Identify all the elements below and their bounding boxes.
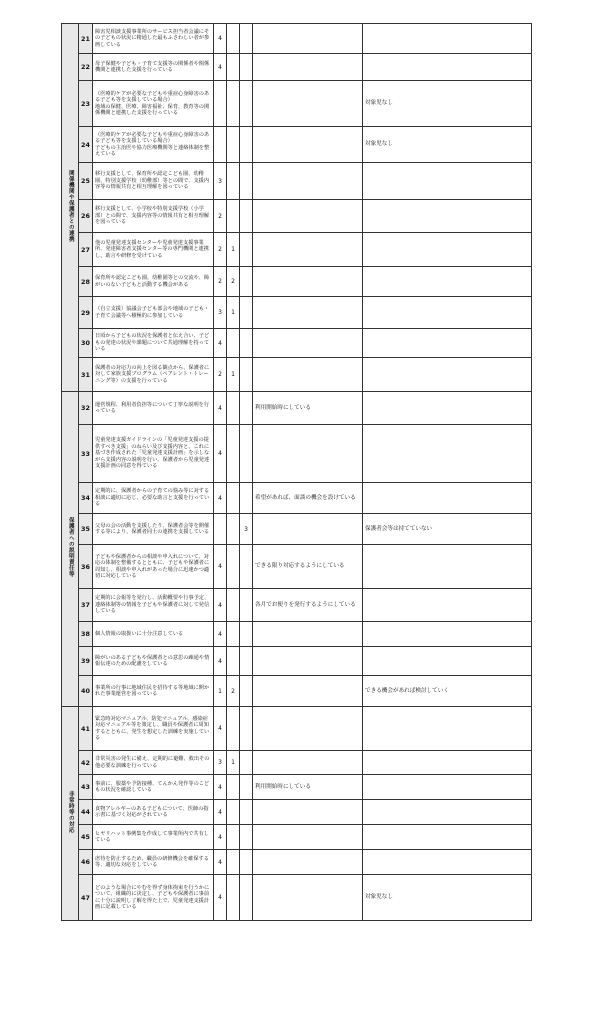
table-row [62,329,532,358]
improvement-cell: 対象児なし [363,875,532,921]
count-yes: 4 [214,483,227,514]
comment-cell [253,707,363,751]
item-text: 事前に、服薬や予防接種、てんかん発作等のこどもの状況を確認している [93,775,214,800]
count-no [227,425,240,483]
item-number: 45 [79,825,93,850]
count-no [227,329,240,358]
improvement-cell: 対象児なし [363,127,532,163]
improvement-cell [363,200,532,233]
item-text: 他の児童発達支援センターや児童発達支援事業所、発達障害者支援センター等の専門機関と連携し、助言や研修を受けている [93,233,214,267]
item-text: 児童発達支援ガイドラインの「児童発達支援の提供すべき支援」のねらい及び支援内容と、これに基づき作成された「児童発達支援計画」を示しながら支援内容の説明を行い、保護者から児童発達支援計画の同意を得ている [93,425,214,483]
comment-cell [253,622,363,647]
item-number: 29 [79,297,93,329]
table-row [62,425,532,483]
table-row [62,775,532,800]
item-text: （医療的ケアが必要な子どもや重症心身障害のある子ども等を支援している場合） 地域の保健、医療、障害福祉、保育、教育等の関係機関と連携した支援を行っている [93,81,214,127]
item-number: 25 [79,163,93,200]
item-text: 日頃から子どもの状況を保護者と伝え合い、子どもの発達の状況や課題について共通理解を持っている [93,329,214,358]
table-row [62,483,532,514]
count-unknown [240,483,253,514]
table-row [62,800,532,825]
comment-cell: 各月でお便りを発行するようにしている [253,589,363,622]
comment-cell: できる限り対応するようにしている [253,545,363,589]
comment-cell [253,425,363,483]
count-yes: 4 [214,329,227,358]
table-row [62,392,532,425]
count-unknown [240,800,253,825]
improvement-cell [363,545,532,589]
count-no [227,163,240,200]
item-text: 食物アレルギーのある子どもについて、医師の指示書に基づく対応がされている [93,800,214,825]
improvement-cell: 対象児なし [363,81,532,127]
improvement-cell: 保護者会等は持てていない [363,514,532,545]
improvement-cell [363,647,532,676]
count-unknown [240,775,253,800]
item-number: 39 [79,647,93,676]
comment-cell [253,751,363,775]
count-yes: 2 [214,200,227,233]
item-text: 非常災害の発生に備え、定期的に避難、救出その他必要な訓練を行っている [93,751,214,775]
improvement-cell [363,267,532,297]
count-no [227,622,240,647]
comment-cell [253,676,363,707]
item-number: 28 [79,267,93,297]
improvement-cell [363,358,532,392]
item-text: 保育所や認定こども園、幼稚園等との交流や、障がいのない子どもと活動する機会がある [93,267,214,297]
count-unknown [240,647,253,676]
comment-cell [253,297,363,329]
improvement-cell [363,483,532,514]
item-number: 32 [79,392,93,425]
item-text: 保護者の対応力の向上を図る観点から、保護者に対して家族支援プログラム（ペアレント・トレーニング等）の支援を行っている [93,358,214,392]
item-number: 36 [79,545,93,589]
count-no [227,545,240,589]
section-title: 非常時等の対応 [67,790,74,833]
count-no [227,647,240,676]
count-unknown [240,358,253,392]
comment-cell: 希望があれば、面談の機会を設けている [253,483,363,514]
count-unknown [240,200,253,233]
count-unknown [240,392,253,425]
evaluation-table [61,23,532,921]
comment-cell [253,800,363,825]
count-yes [214,81,227,127]
item-number: 34 [79,483,93,514]
count-yes: 4 [214,24,227,54]
table-row [62,622,532,647]
count-no [227,200,240,233]
improvement-cell [363,850,532,875]
count-yes: 4 [214,647,227,676]
table-row [62,825,532,850]
improvement-cell [363,800,532,825]
count-yes: 4 [214,425,227,483]
item-number: 33 [79,425,93,483]
improvement-cell [363,163,532,200]
item-number: 46 [79,850,93,875]
improvement-cell [363,775,532,800]
count-no [227,24,240,54]
improvement-cell [363,622,532,647]
section-label [62,24,79,392]
item-number: 22 [79,54,93,81]
table-row [62,54,532,81]
item-text: 移行支援として、小学校や特別支援学校（小学部）との間で、支援内容等の情報共有と相互理解を図っている [93,200,214,233]
count-unknown [240,875,253,921]
count-unknown [240,54,253,81]
comment-cell [253,163,363,200]
count-yes: 2 [214,267,227,297]
count-yes: 3 [214,297,227,329]
item-text: （自立支援）協議会子ども部会や地域の子ども・子育て会議等へ積極的に参加している [93,297,214,329]
item-text: 障がいのある子どもや保護者との意思の疎通や情報伝達のための配慮をしている [93,647,214,676]
count-unknown [240,127,253,163]
count-yes [214,127,227,163]
table-row [62,233,532,267]
item-number: 23 [79,81,93,127]
item-number: 38 [79,622,93,647]
item-text: 父母の会の活動を支援したり、保護者会等を開催する等により、保護者同士の連携を支援している [93,514,214,545]
section-title: 関係機関や保護者との連携 [67,169,74,242]
item-number: 40 [79,676,93,707]
improvement-cell [363,54,532,81]
count-unknown [240,850,253,875]
count-no [227,54,240,81]
comment-cell [253,24,363,54]
item-text: 母子保健や子ども・子育て支援等の関係者や関係機関と連携した支援を行っている [93,54,214,81]
comment-cell [253,875,363,921]
item-text: 虐待を防止するため、職員の研修機会を確保する等、適切な対応をしている [93,850,214,875]
comment-cell [253,850,363,875]
table-row [62,707,532,751]
count-no [227,81,240,127]
item-number: 42 [79,751,93,775]
item-text: 定期的に、保護者からの子育ての悩み等に対する相談に適切に応じ、必要な助言と支援を行っている [93,483,214,514]
item-text: 子どもや保護者からの相談や申入れについて、対応の体制を整備するとともに、子どもや保護者に周知し、相談や申入れがあった場合に迅速かつ適切に対応している [93,545,214,589]
count-no [227,775,240,800]
count-yes: 4 [214,775,227,800]
section-label [62,392,79,707]
table-row [62,200,532,233]
item-number: 24 [79,127,93,163]
count-no: 1 [227,233,240,267]
count-no [227,800,240,825]
comment-cell [253,358,363,392]
item-text: ヒヤリハット事例集を作成して事業所内で共有している [93,825,214,850]
count-unknown [240,751,253,775]
count-no: 1 [227,297,240,329]
item-text: 定期的に会報等を発行し、活動概要や行事予定、連絡体制等の情報を子どもや保護者に対して発信している [93,589,214,622]
comment-cell [253,647,363,676]
table-row [62,589,532,622]
count-yes: 4 [214,800,227,825]
table-row [62,545,532,589]
count-yes: 2 [214,358,227,392]
table-row [62,297,532,329]
table-row [62,267,532,297]
comment-cell: 利用開始時にしている [253,392,363,425]
count-unknown [240,425,253,483]
count-unknown [240,163,253,200]
count-yes: 4 [214,54,227,81]
comment-cell [253,233,363,267]
table-row [62,875,532,921]
count-unknown [240,825,253,850]
count-yes: 4 [214,622,227,647]
item-number: 44 [79,800,93,825]
comment-cell [253,127,363,163]
item-text: 個人情報の取扱いに十分注意している [93,622,214,647]
item-text: （医療的ケアが必要な子どもや重症心身障害のある子ども等を支援している場合） 子どもの主治医や協力医療機関等と連絡体制を整えている [93,127,214,163]
count-yes: 2 [214,233,227,267]
count-yes: 3 [214,163,227,200]
table-row [62,676,532,707]
count-yes: 4 [214,707,227,751]
item-number: 31 [79,358,93,392]
item-text: 障害児相談支援事業所のサービス担当者会議にその子どもの状況に精通した最もふさわしい者が参画している [93,24,214,54]
improvement-cell [363,233,532,267]
count-unknown: 3 [240,514,253,545]
count-yes: 4 [214,850,227,875]
improvement-cell [363,24,532,54]
improvement-cell [363,751,532,775]
count-unknown [240,24,253,54]
count-no [227,127,240,163]
improvement-cell [363,707,532,751]
evaluation-sheet [61,23,531,921]
count-yes: 4 [214,392,227,425]
item-number: 47 [79,875,93,921]
table-row [62,163,532,200]
improvement-cell [363,825,532,850]
count-no [227,392,240,425]
table-row [62,127,532,163]
count-unknown [240,676,253,707]
count-yes: 3 [214,751,227,775]
comment-cell [253,81,363,127]
item-text: 移行支援として、保育所や認定こども園、幼稚園、特別支援学校（幼稚部）等との間で、支援内容等の情報共有と相互理解を図っている [93,163,214,200]
comment-cell [253,329,363,358]
item-text: 事業所の行事に地域住民を招待する等地域に開かれた事業運営を図っている [93,676,214,707]
count-unknown [240,297,253,329]
table-row [62,514,532,545]
count-unknown [240,707,253,751]
count-unknown [240,81,253,127]
comment-cell [253,267,363,297]
item-text: どのような場合にやむを得ず身体拘束を行うかについて、組織的に決定し、子どもや保護者に事前に十分に説明し了解を得た上で、児童発達支援計画に記載している [93,875,214,921]
count-yes: 4 [214,589,227,622]
count-no: 1 [227,751,240,775]
improvement-cell [363,297,532,329]
count-yes: 4 [214,545,227,589]
section-title: 保護者への説明責任等 [67,517,74,577]
count-no: 1 [227,358,240,392]
comment-cell [253,825,363,850]
count-unknown [240,267,253,297]
count-unknown [240,622,253,647]
count-no [227,850,240,875]
section-label [62,707,79,921]
improvement-cell [363,589,532,622]
item-number: 35 [79,514,93,545]
item-number: 43 [79,775,93,800]
item-text: 運営規程、利用者負担等について丁寧な説明を行っている [93,392,214,425]
count-unknown [240,233,253,267]
table-row [62,751,532,775]
count-no [227,589,240,622]
count-no [227,514,240,545]
count-no: 2 [227,676,240,707]
improvement-cell [363,425,532,483]
count-yes [214,514,227,545]
count-no [227,875,240,921]
item-text: 緊急時対応マニュアル、防犯マニュアル、感染症対応マニュアル等を策定し、職員や保護者に周知するとともに、発生を想定した訓練を実施している [93,707,214,751]
comment-cell [253,200,363,233]
count-unknown [240,329,253,358]
improvement-cell [363,392,532,425]
count-no [227,483,240,514]
item-number: 26 [79,200,93,233]
count-no [227,707,240,751]
table-row [62,647,532,676]
item-number: 21 [79,24,93,54]
improvement-cell [363,329,532,358]
comment-cell: 利用開始時にしている [253,775,363,800]
table-row [62,24,532,54]
item-number: 27 [79,233,93,267]
comment-cell [253,54,363,81]
count-no [227,825,240,850]
table-row [62,358,532,392]
improvement-cell: できる機会があれば検討していく [363,676,532,707]
comment-cell [253,514,363,545]
table-row [62,81,532,127]
count-yes: 4 [214,825,227,850]
count-yes: 4 [214,875,227,921]
count-unknown [240,589,253,622]
count-no: 2 [227,267,240,297]
count-unknown [240,545,253,589]
count-yes: 1 [214,676,227,707]
item-number: 41 [79,707,93,751]
table-row [62,850,532,875]
item-number: 30 [79,329,93,358]
item-number: 37 [79,589,93,622]
